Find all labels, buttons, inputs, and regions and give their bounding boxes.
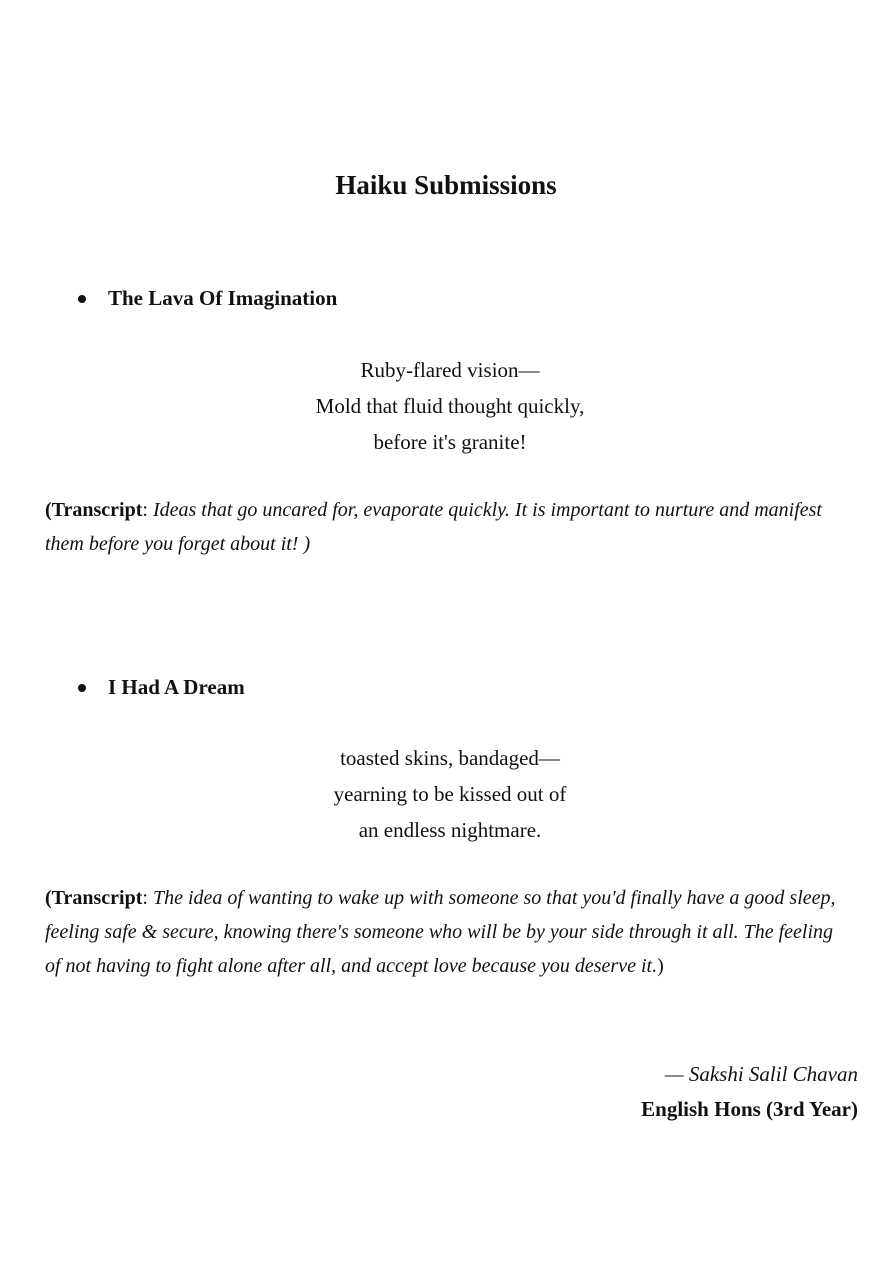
transcript-label: (Transcript <box>45 887 143 909</box>
poem-line: Ruby-flared vision— <box>360 358 540 382</box>
poem-body <box>0 740 892 848</box>
transcript-text: Ideas that go uncared for, evaporate quickly. It is important to nurture and manifest them before you forget about it! ) <box>45 499 822 555</box>
poem-heading <box>78 675 245 700</box>
poem-body <box>0 352 892 460</box>
poem-title: The Lava Of Imagination <box>108 286 338 310</box>
transcript-separator: : <box>142 499 153 521</box>
author-department: English Hons (3rd Year) <box>641 1097 858 1121</box>
poem-line: toasted skins, bandaged— <box>340 746 560 770</box>
transcript-separator: : <box>142 887 153 909</box>
bullet-icon <box>78 295 86 303</box>
author-name: — Sakshi Salil Chavan <box>664 1062 858 1086</box>
poem-heading <box>78 286 337 311</box>
transcript-label: (Transcript <box>45 499 143 521</box>
poem-line: Mold that fluid thought quickly, <box>315 394 585 418</box>
transcript-close: ) <box>657 955 664 977</box>
transcript-text: The idea of wanting to wake up with someone so that you'd finally have a good sleep, feeling safe & secure, knowing there's someone who will be by your side through it all. The feeling of not having to fight alone after all, and accept love because you deserve it. <box>45 887 836 977</box>
poem-line: an endless nightmare. <box>358 818 542 842</box>
poem-line: before it's granite! <box>373 430 527 454</box>
poem-line: yearning to be kissed out of <box>333 782 567 806</box>
transcript <box>45 493 845 561</box>
page-title: Haiku Submissions <box>335 170 557 200</box>
poem-title: I Had A Dream <box>108 675 245 699</box>
transcript <box>45 881 845 983</box>
bullet-icon <box>78 684 86 692</box>
